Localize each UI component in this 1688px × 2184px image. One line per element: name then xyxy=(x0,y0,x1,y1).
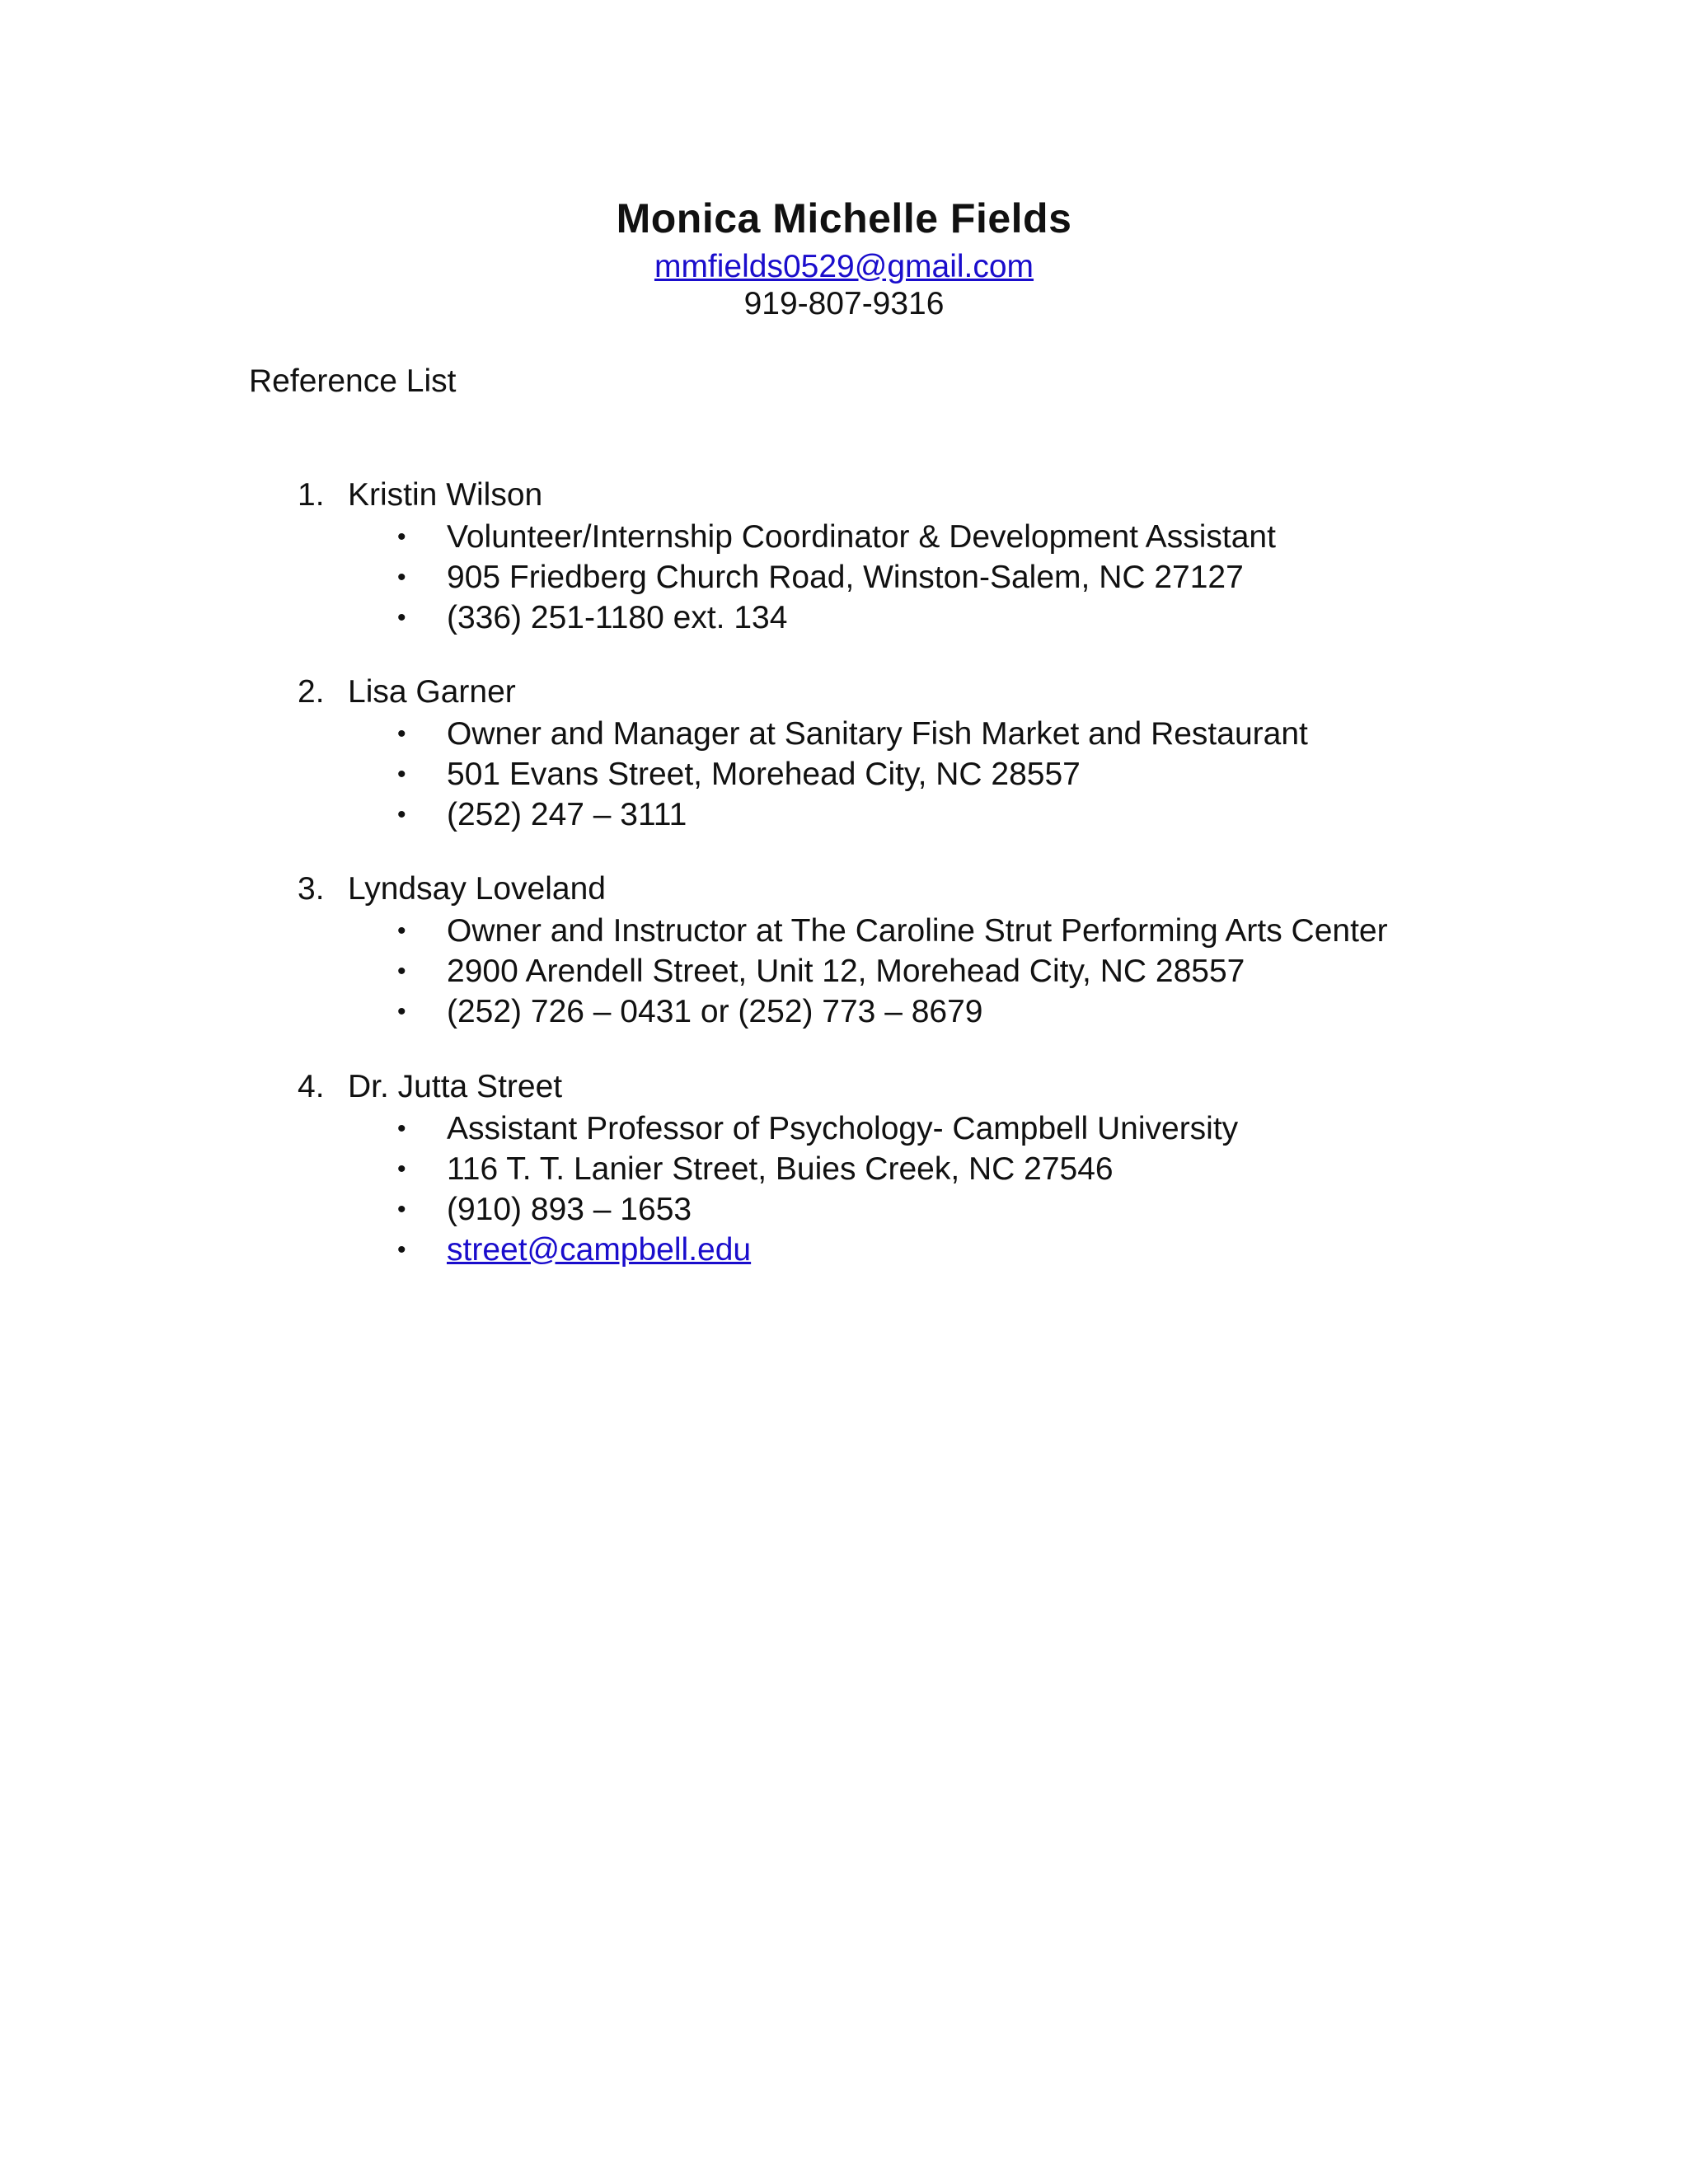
reference-address: 501 Evans Street, Morehead City, NC 28557 xyxy=(447,757,1081,792)
applicant-email-link[interactable]: mmfields0529@gmail.com xyxy=(654,249,1034,284)
reference-name: Dr. Jutta Street xyxy=(348,1069,563,1104)
reference-phone: (910) 893 – 1653 xyxy=(447,1192,692,1227)
bullet-icon: • xyxy=(397,917,406,944)
reference-name: Lyndsay Loveland xyxy=(348,871,606,907)
reference-list-heading: Reference List xyxy=(249,363,457,399)
bullet-icon: • xyxy=(397,998,406,1025)
bullet-icon: • xyxy=(397,761,406,788)
reference-email-link[interactable]: street@campbell.edu xyxy=(447,1232,752,1268)
reference-title: Volunteer/Internship Coordinator & Development Assistant xyxy=(447,519,1276,555)
bullet-icon: • xyxy=(397,720,406,748)
reference-title: Assistant Professor of Psychology- Campbell University xyxy=(447,1111,1239,1146)
reference-address: 116 T. T. Lanier Street, Buies Creek, NC 27546 xyxy=(447,1151,1114,1187)
bullet-icon: • xyxy=(397,1196,406,1223)
reference-name: Kristin Wilson xyxy=(348,477,543,513)
reference-address: 905 Friedberg Church Road, Winston-Salem, NC 27127 xyxy=(447,560,1244,595)
reference-number: 2. xyxy=(298,674,325,710)
reference-name: Lisa Garner xyxy=(348,674,516,710)
bullet-icon: • xyxy=(397,1236,406,1263)
reference-number: 4. xyxy=(298,1069,325,1104)
reference-title: Owner and Instructor at The Caroline Strut Performing Arts Center xyxy=(447,913,1388,949)
applicant-phone: 919-807-9316 xyxy=(743,286,945,321)
reference-address: 2900 Arendell Street, Unit 12, Morehead City, NC 28557 xyxy=(447,954,1245,989)
bullet-icon: • xyxy=(397,523,406,551)
reference-number: 3. xyxy=(298,871,325,907)
applicant-name: Monica Michelle Fields xyxy=(616,195,1072,241)
reference-number: 1. xyxy=(298,477,325,513)
bullet-icon: • xyxy=(397,801,406,828)
bullet-icon: • xyxy=(397,604,406,631)
bullet-icon: • xyxy=(397,958,406,985)
bullet-icon: • xyxy=(397,1155,406,1183)
reference-phone: (252) 247 – 3111 xyxy=(447,797,687,832)
reference-title: Owner and Manager at Sanitary Fish Market and Restaurant xyxy=(447,716,1308,752)
reference-phone: (252) 726 – 0431 or (252) 773 – 8679 xyxy=(447,994,983,1029)
bullet-icon: • xyxy=(397,564,406,591)
reference-phone: (336) 251-1180 ext. 134 xyxy=(447,600,788,635)
bullet-icon: • xyxy=(397,1115,406,1142)
